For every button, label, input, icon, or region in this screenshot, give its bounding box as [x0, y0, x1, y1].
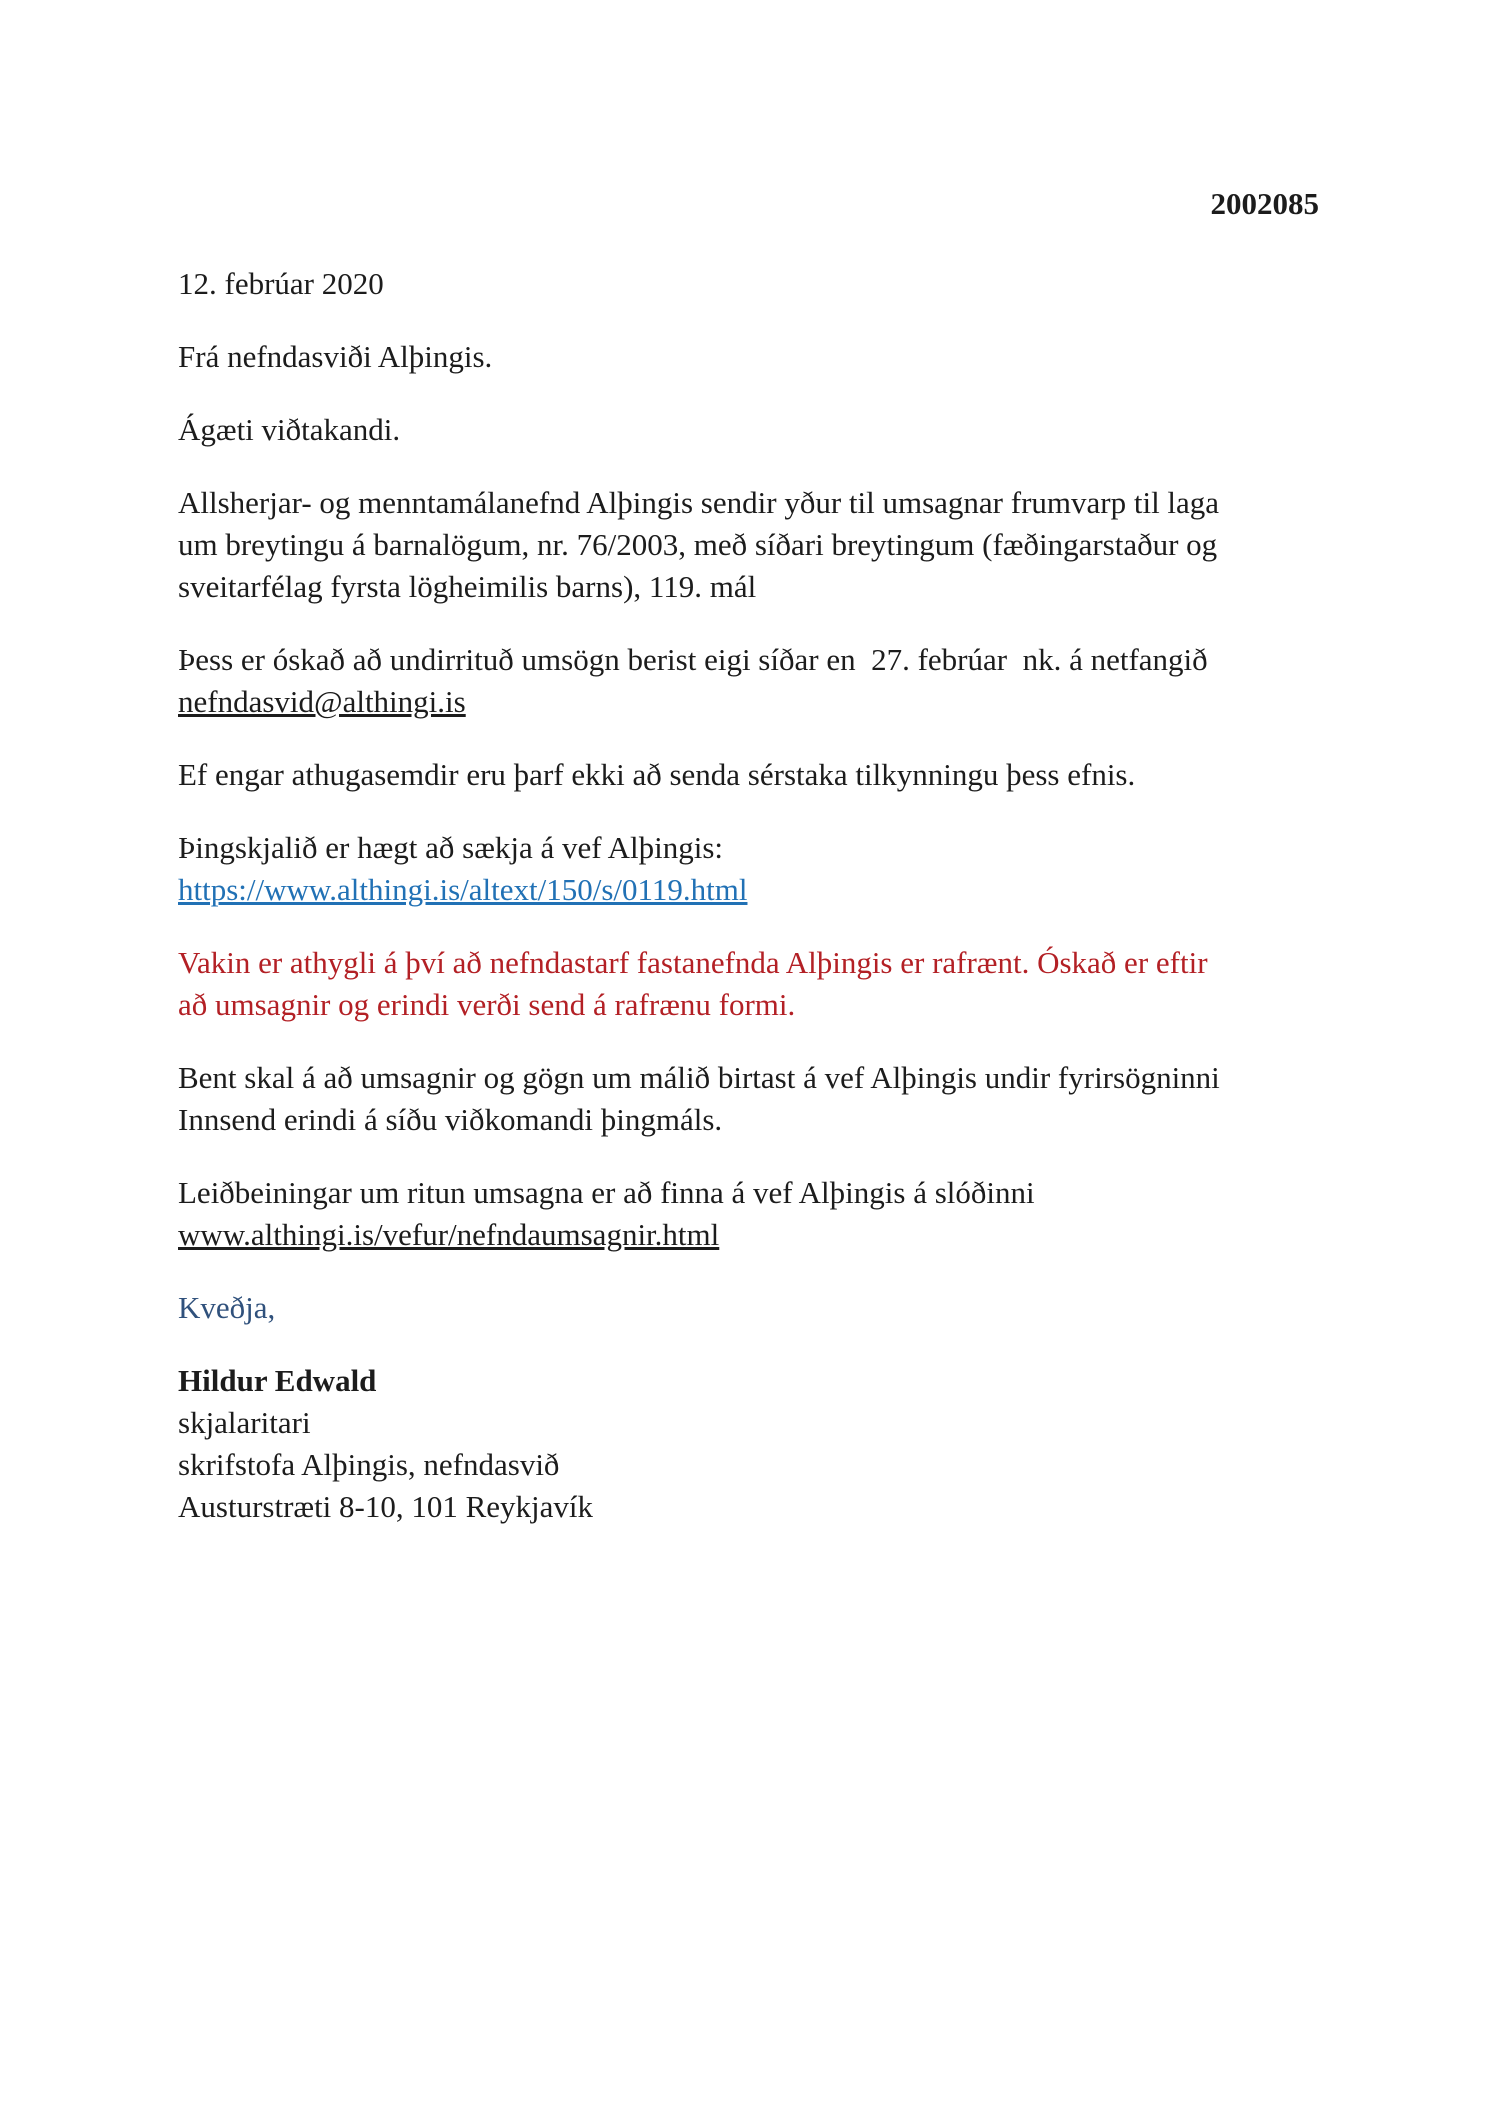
intro-line: Allsherjar- og menntamálanefnd Alþingis sendir yður til umsagnar frumvarp til laga [178, 485, 1220, 520]
publication-note-line: Innsend erindi á síðu viðkomandi þingmáls. [178, 1102, 723, 1137]
letter-date: 12. febrúar 2020 [178, 266, 384, 301]
guidelines-label: Leiðbeiningar um ritun umsagna er að finna á vef Alþingis á slóðinni [178, 1175, 1035, 1210]
signature-name: Hildur Edwald [178, 1363, 377, 1398]
deadline-email-line [178, 681, 1319, 723]
signature-office: skrifstofa Alþingis, nefndasvið [178, 1447, 560, 1482]
signature-title: skjalaritari [178, 1405, 311, 1440]
guidelines-link-line [178, 1214, 1319, 1256]
salutation: Ágæti viðtakandi. [178, 412, 401, 447]
document-link-line [178, 869, 1319, 911]
committee-email-link[interactable]: nefndasvid@althingi.is [178, 684, 466, 719]
document-link-paragraph [178, 827, 1319, 911]
guidelines-paragraph [178, 1172, 1319, 1256]
intro-line: sveitarfélag fyrsta lögheimilis barns), 119. mál [178, 569, 757, 604]
publication-note-line: Bent skal á að umsagnir og gögn um málið birtast á vef Alþingis undir fyrirsögninni [178, 1060, 1220, 1095]
althingi-document-link[interactable]: https://www.althingi.is/altext/150/s/0119.html [178, 872, 748, 907]
reference-number: 2002085 [1210, 186, 1319, 221]
intro-paragraph [178, 482, 1319, 608]
electronic-notice-line: Vakin er athygli á því að nefndastarf fastanefnda Alþingis er rafrænt. Óskað er eftir [178, 945, 1208, 980]
electronic-notice-paragraph [178, 942, 1319, 1026]
document-link-label: Þingskjalið er hægt að sækja á vef Alþingis: [178, 830, 724, 865]
deadline-paragraph [178, 639, 1319, 723]
electronic-notice-line: að umsagnir og erindi verði send á rafrænu formi. [178, 987, 796, 1022]
publication-note-paragraph [178, 1057, 1319, 1141]
closing-salutation: Kveðja, [178, 1290, 276, 1325]
no-comments-note: Ef engar athugasemdir eru þarf ekki að senda sérstaka tilkynningu þess efnis. [178, 757, 1136, 792]
from-line: Frá nefndasviði Alþingis. [178, 339, 493, 374]
signature-block [178, 1360, 1319, 1528]
guidelines-link[interactable]: www.althingi.is/vefur/nefndaumsagnir.html [178, 1217, 720, 1252]
signature-address: Austurstræti 8-10, 101 Reykjavík [178, 1489, 594, 1524]
intro-line: um breytingu á barnalögum, nr. 76/2003, með síðari breytingum (fæðingarstaður og [178, 527, 1218, 562]
deadline-line: Þess er óskað að undirrituð umsögn berist eigi síðar en 27. febrúar nk. á netfangið [178, 642, 1208, 677]
